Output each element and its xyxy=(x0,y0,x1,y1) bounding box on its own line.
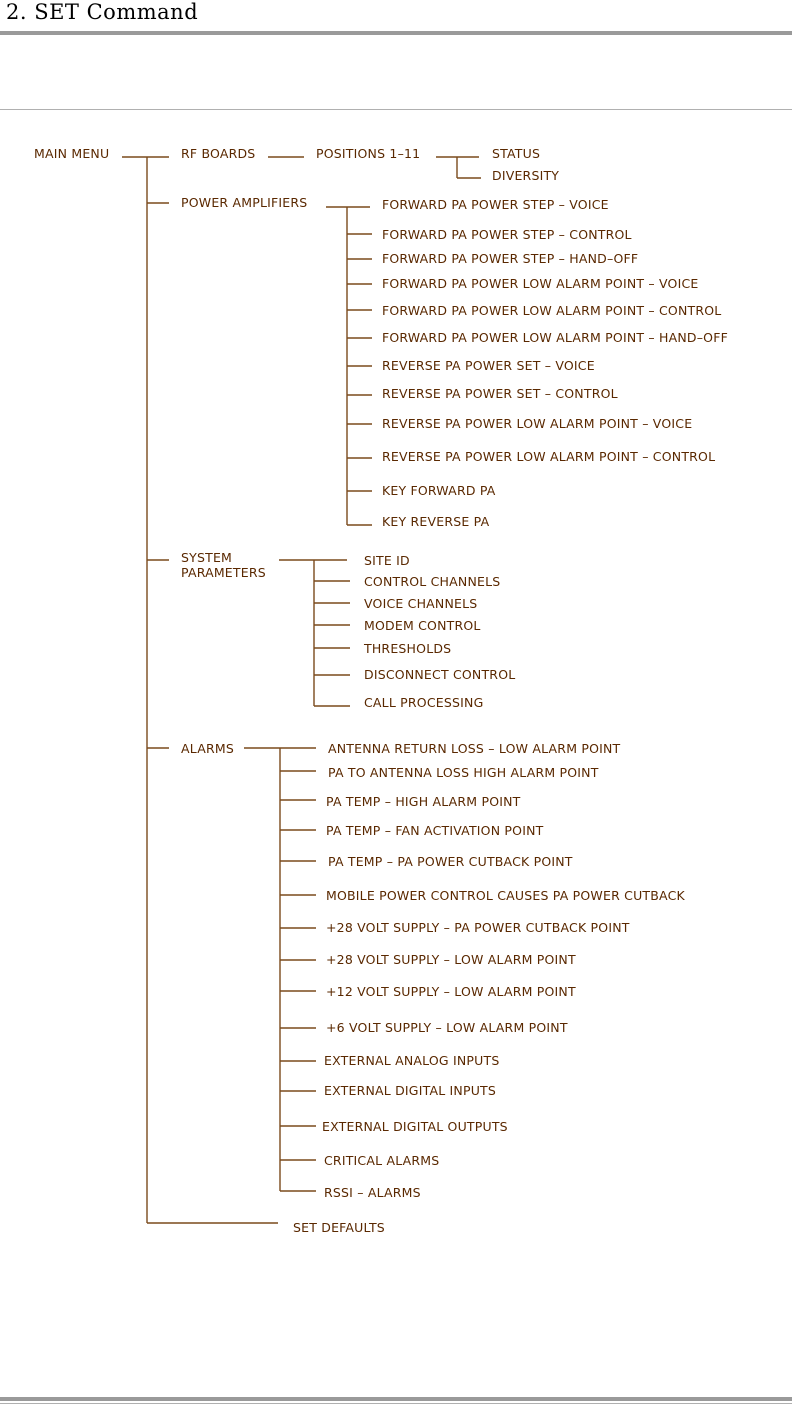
footer-divider xyxy=(0,1403,792,1404)
alarm-item: +28 VOLT SUPPLY – PA POWER CUTBACK POINT xyxy=(326,920,630,935)
node-status: STATUS xyxy=(492,146,541,161)
alarm-item: CRITICAL ALARMS xyxy=(324,1153,440,1168)
alarm-item: +6 VOLT SUPPLY – LOW ALARM POINT xyxy=(326,1020,568,1035)
node-system-parameters-line1: SYSTEM xyxy=(181,550,233,565)
pa-item: FORWARD PA POWER LOW ALARM POINT – HAND–OFF xyxy=(382,330,729,345)
page-title: 2. SET Command xyxy=(6,0,199,24)
node-power-amplifiers: POWER AMPLIFIERS xyxy=(181,195,308,210)
pa-item: FORWARD PA POWER LOW ALARM POINT – VOICE xyxy=(382,276,699,291)
alarm-item: MOBILE POWER CONTROL CAUSES PA POWER CUTBACK xyxy=(326,888,685,903)
pa-item: REVERSE PA POWER LOW ALARM POINT – CONTROL xyxy=(382,449,716,464)
node-main-menu: MAIN MENU xyxy=(34,146,110,161)
node-system-parameters-line2: PARAMETERS xyxy=(181,565,266,580)
alarm-item: PA TO ANTENNA LOSS HIGH ALARM POINT xyxy=(328,765,599,780)
pa-item: KEY FORWARD PA xyxy=(382,483,496,498)
sys-item: SITE ID xyxy=(364,553,410,568)
sys-item: DISCONNECT CONTROL xyxy=(364,667,516,682)
alarm-item: EXTERNAL DIGITAL INPUTS xyxy=(324,1083,497,1098)
pa-item: FORWARD PA POWER STEP – CONTROL xyxy=(382,227,632,242)
sys-item: CALL PROCESSING xyxy=(364,695,484,710)
node-rf-boards: RF BOARDS xyxy=(181,146,256,161)
node-positions: POSITIONS 1–11 xyxy=(316,146,421,161)
pa-item: FORWARD PA POWER STEP – HAND–OFF xyxy=(382,251,639,266)
node-diversity: DIVERSITY xyxy=(492,168,560,183)
pa-item: REVERSE PA POWER SET – VOICE xyxy=(382,358,595,373)
alarm-item: EXTERNAL DIGITAL OUTPUTS xyxy=(322,1119,508,1134)
pa-item: REVERSE PA POWER LOW ALARM POINT – VOICE xyxy=(382,416,693,431)
pa-item: FORWARD PA POWER LOW ALARM POINT – CONTROL xyxy=(382,303,722,318)
pa-item: REVERSE PA POWER SET – CONTROL xyxy=(382,386,618,401)
alarm-item: +12 VOLT SUPPLY – LOW ALARM POINT xyxy=(326,984,576,999)
sys-item: VOICE CHANNELS xyxy=(364,596,478,611)
sys-item: CONTROL CHANNELS xyxy=(364,574,501,589)
alarm-item: EXTERNAL ANALOG INPUTS xyxy=(324,1053,500,1068)
sys-item: MODEM CONTROL xyxy=(364,618,481,633)
alarm-item: PA TEMP – PA POWER CUTBACK POINT xyxy=(328,854,573,869)
alarm-item: +28 VOLT SUPPLY – LOW ALARM POINT xyxy=(326,952,576,967)
node-alarms: ALARMS xyxy=(181,741,234,756)
alarm-item: PA TEMP – HIGH ALARM POINT xyxy=(326,794,521,809)
alarm-item: PA TEMP – FAN ACTIVATION POINT xyxy=(326,823,544,838)
node-set-defaults: SET DEFAULTS xyxy=(293,1220,385,1235)
pa-item: KEY REVERSE PA xyxy=(382,514,490,529)
alarm-item: ANTENNA RETURN LOSS – LOW ALARM POINT xyxy=(328,741,621,756)
sys-item: THRESHOLDS xyxy=(364,641,452,656)
alarm-item: RSSI – ALARMS xyxy=(324,1185,421,1200)
pa-item: FORWARD PA POWER STEP – VOICE xyxy=(382,197,609,212)
footer-rule xyxy=(0,1397,792,1401)
